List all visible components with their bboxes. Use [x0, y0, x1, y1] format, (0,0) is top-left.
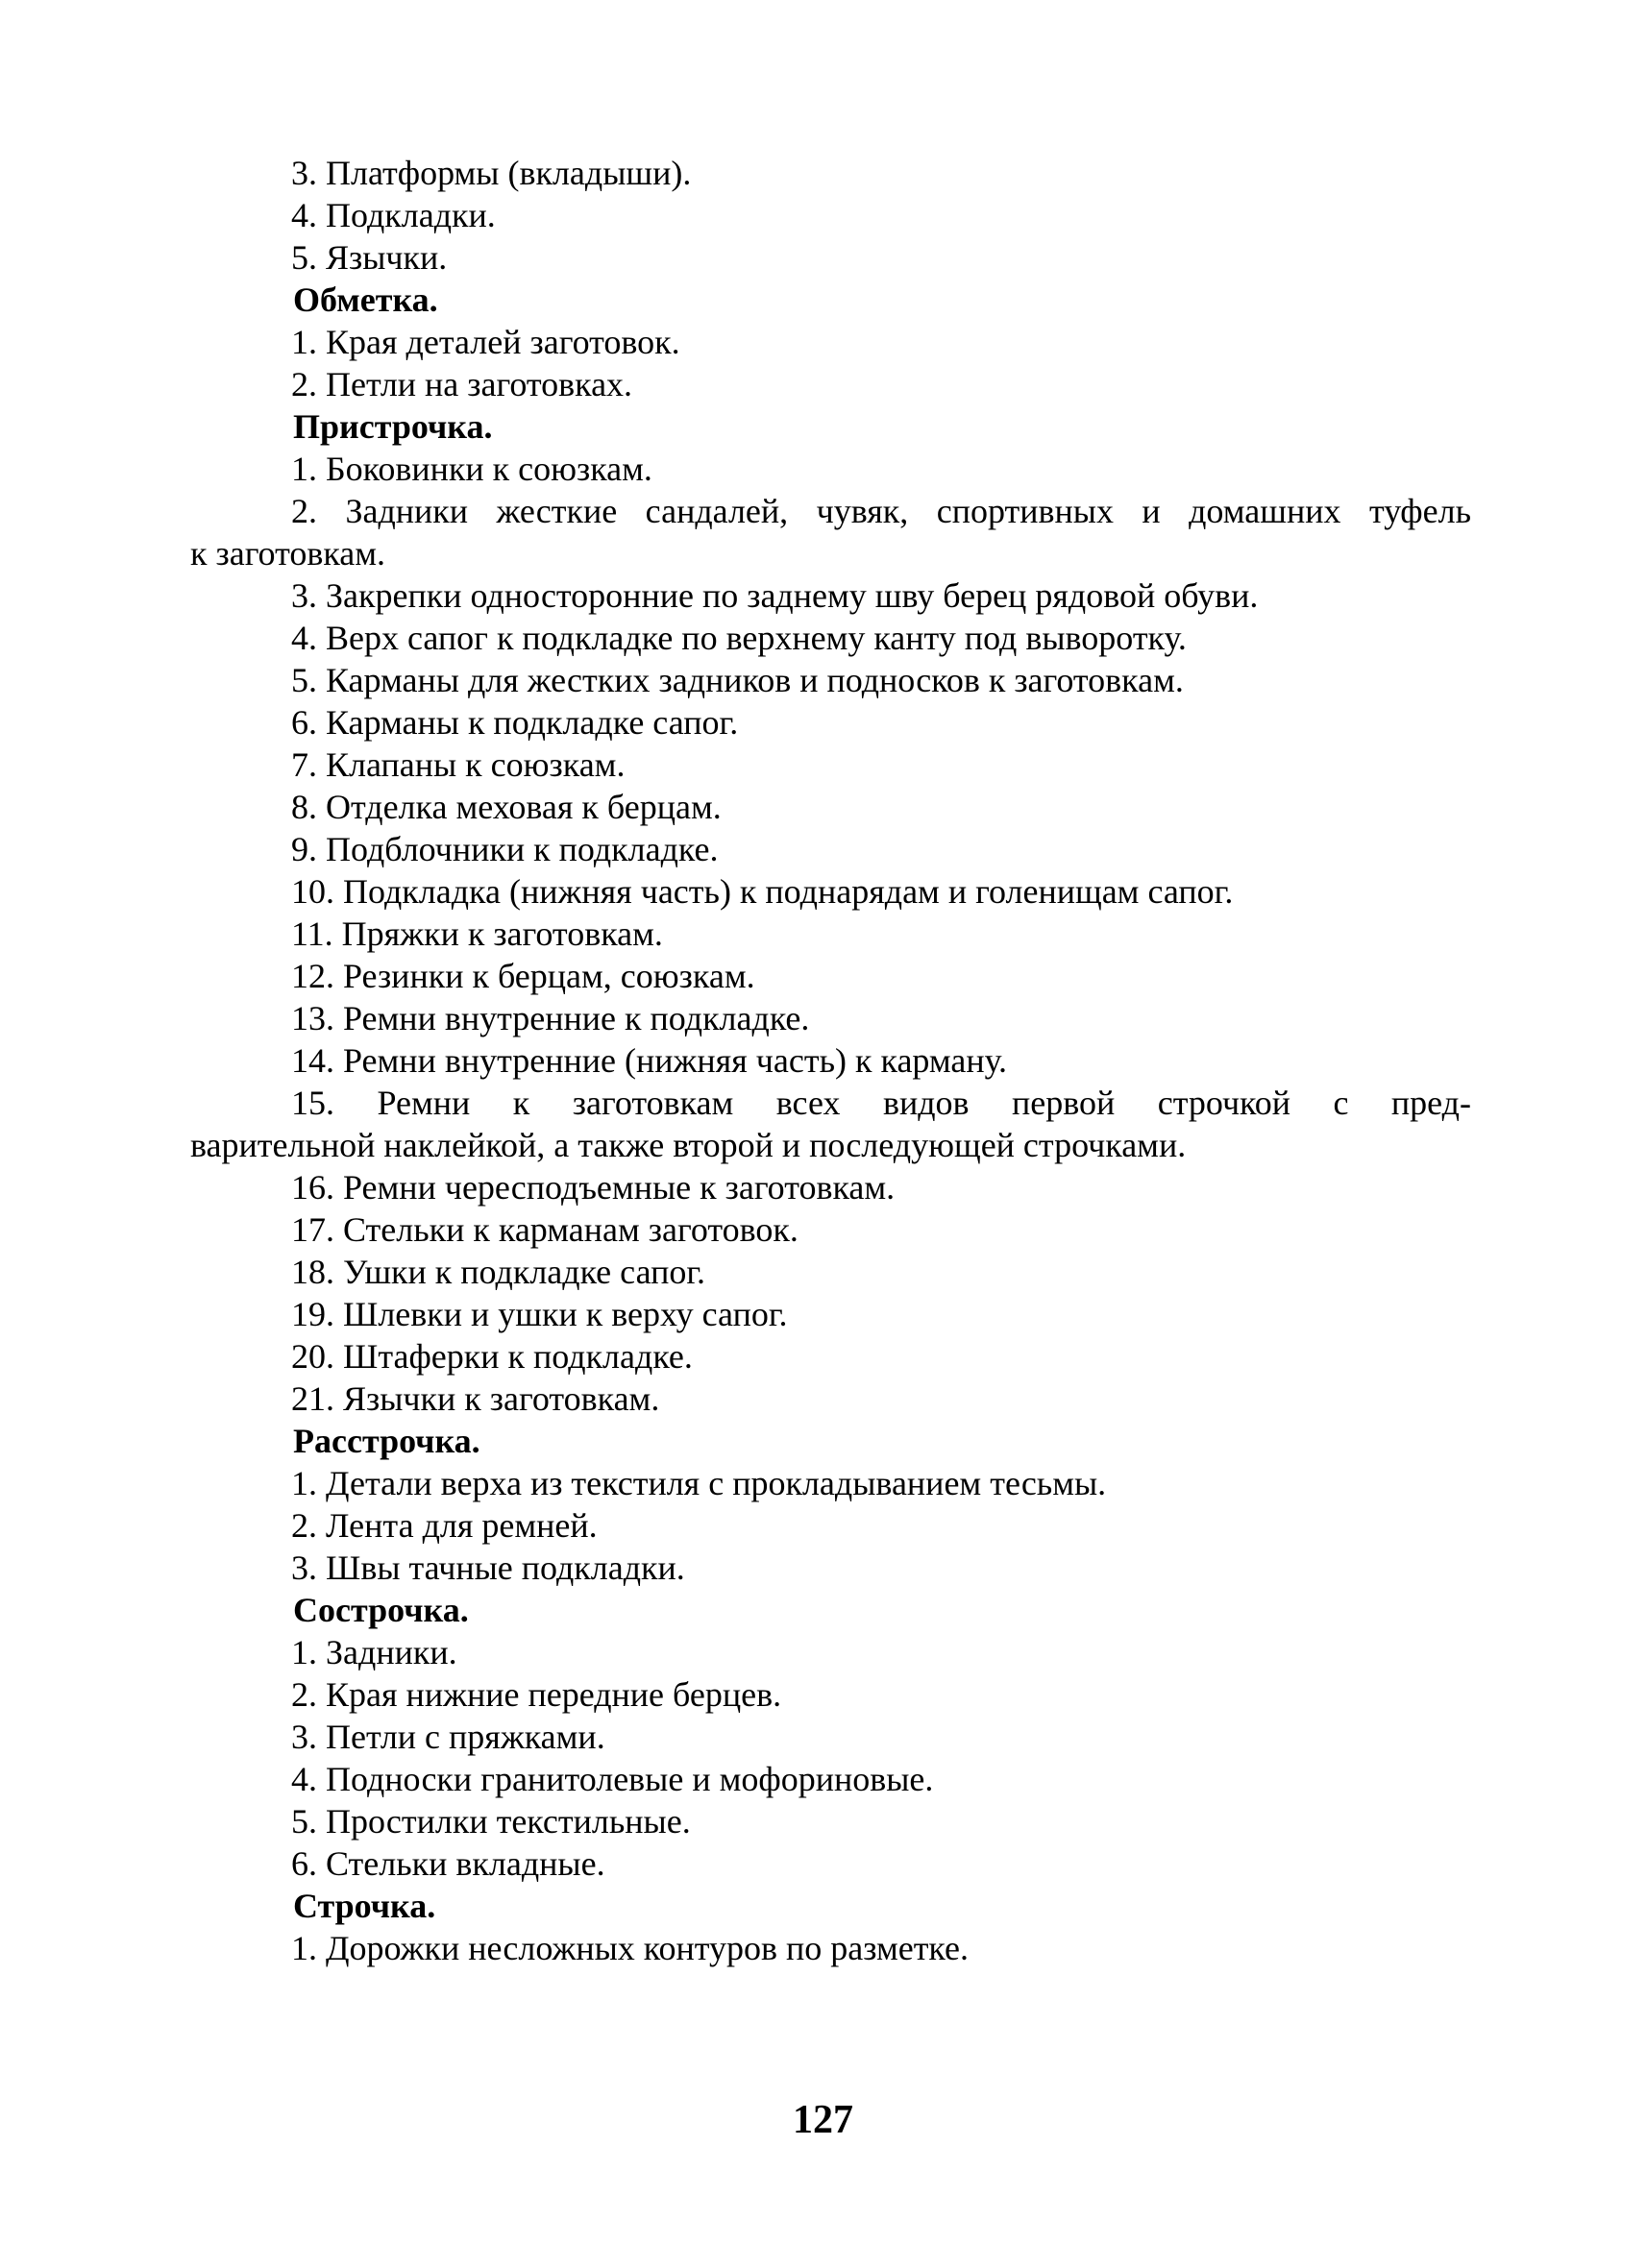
list-item: 12. Резинки к берцам, союзкам. — [291, 957, 755, 995]
list-item: 20. Штаферки к подкладке. — [291, 1337, 693, 1376]
list-item: 1. Дорожки несложных контуров по разметке. — [291, 1929, 970, 1967]
list-item: 3. Швы тачные подкладки. — [291, 1549, 685, 1587]
list-item: 4. Подкладки. — [291, 196, 496, 234]
page-number: 127 — [793, 2098, 853, 2142]
section-heading-strochka: Строчка. — [293, 1887, 436, 1925]
list-item: 13. Ремни внутренние к подкладке. — [291, 999, 810, 1037]
list-item: 3. Платформы (вкладыши). — [291, 154, 692, 192]
list-item: 1. Боковинки к союзкам. — [291, 450, 652, 488]
list-item: 2. Задники жесткие сандалей, чувяк, спортивных и домашних туфель — [291, 492, 1471, 530]
list-item: 3. Закрепки односторонние по заднему шву берец рядовой обуви. — [291, 576, 1259, 615]
list-item: 16. Ремни чересподъемные к заготовкам. — [291, 1168, 896, 1207]
list-item: 6. Карманы к подкладке сапог. — [291, 703, 739, 742]
list-item: 21. Язычки к заготовкам. — [291, 1379, 660, 1418]
list-item: 8. Отделка меховая к берцам. — [291, 788, 722, 826]
list-item: 5. Язычки. — [291, 238, 448, 277]
list-item: 18. Ушки к подкладке сапог. — [291, 1253, 706, 1291]
section-heading-sostrochka: Сострочка. — [293, 1591, 469, 1629]
list-item: 3. Петли с пряжками. — [291, 1718, 605, 1756]
list-item: 4. Подноски гранитолевые и мофориновые. — [291, 1760, 934, 1798]
section-heading-pristrochka: Пристрочка. — [293, 407, 493, 446]
list-item: 5. Простилки текстильные. — [291, 1802, 691, 1841]
list-item: 1. Края деталей заготовок. — [291, 323, 680, 361]
list-item: 2. Лента для ремней. — [291, 1506, 598, 1545]
list-item: 2. Петли на заготовках. — [291, 365, 633, 403]
section-heading-obmetka: Обметка. — [293, 280, 438, 319]
list-item: 11. Пряжки к заготовкам. — [291, 915, 663, 953]
list-item: 5. Карманы для жестких задников и подносков к заготовкам. — [291, 661, 1184, 699]
list-item-continuation: варительной наклейкой, а также второй и последующей строчками. — [190, 1126, 1187, 1164]
list-item-continuation: к заготовкам. — [190, 534, 386, 573]
list-item: 15. Ремни к заготовкам всех видов первой строчкой с пред- — [291, 1084, 1471, 1122]
list-item: 19. Шлевки и ушки к верху сапог. — [291, 1295, 788, 1333]
list-item: 7. Клапаны к союзкам. — [291, 745, 626, 784]
section-heading-rasstrochka: Расстрочка. — [293, 1422, 480, 1460]
list-item: 17. Стельки к карманам заготовок. — [291, 1210, 798, 1249]
list-item: 1. Детали верха из текстиля с прокладыванием тесьмы. — [291, 1464, 1107, 1502]
list-item: 14. Ремни внутренние (нижняя часть) к карману. — [291, 1041, 1008, 1080]
list-item: 9. Подблочники к подкладке. — [291, 830, 719, 868]
list-item: 6. Стельки вкладные. — [291, 1844, 605, 1883]
list-item: 10. Подкладка (нижняя часть) к поднарядам и голенищам сапог. — [291, 872, 1234, 911]
list-item: 2. Края нижние передние берцев. — [291, 1675, 782, 1714]
list-item: 4. Верх сапог к подкладке по верхнему канту под выворотку. — [291, 619, 1187, 657]
list-item: 1. Задники. — [291, 1633, 457, 1671]
